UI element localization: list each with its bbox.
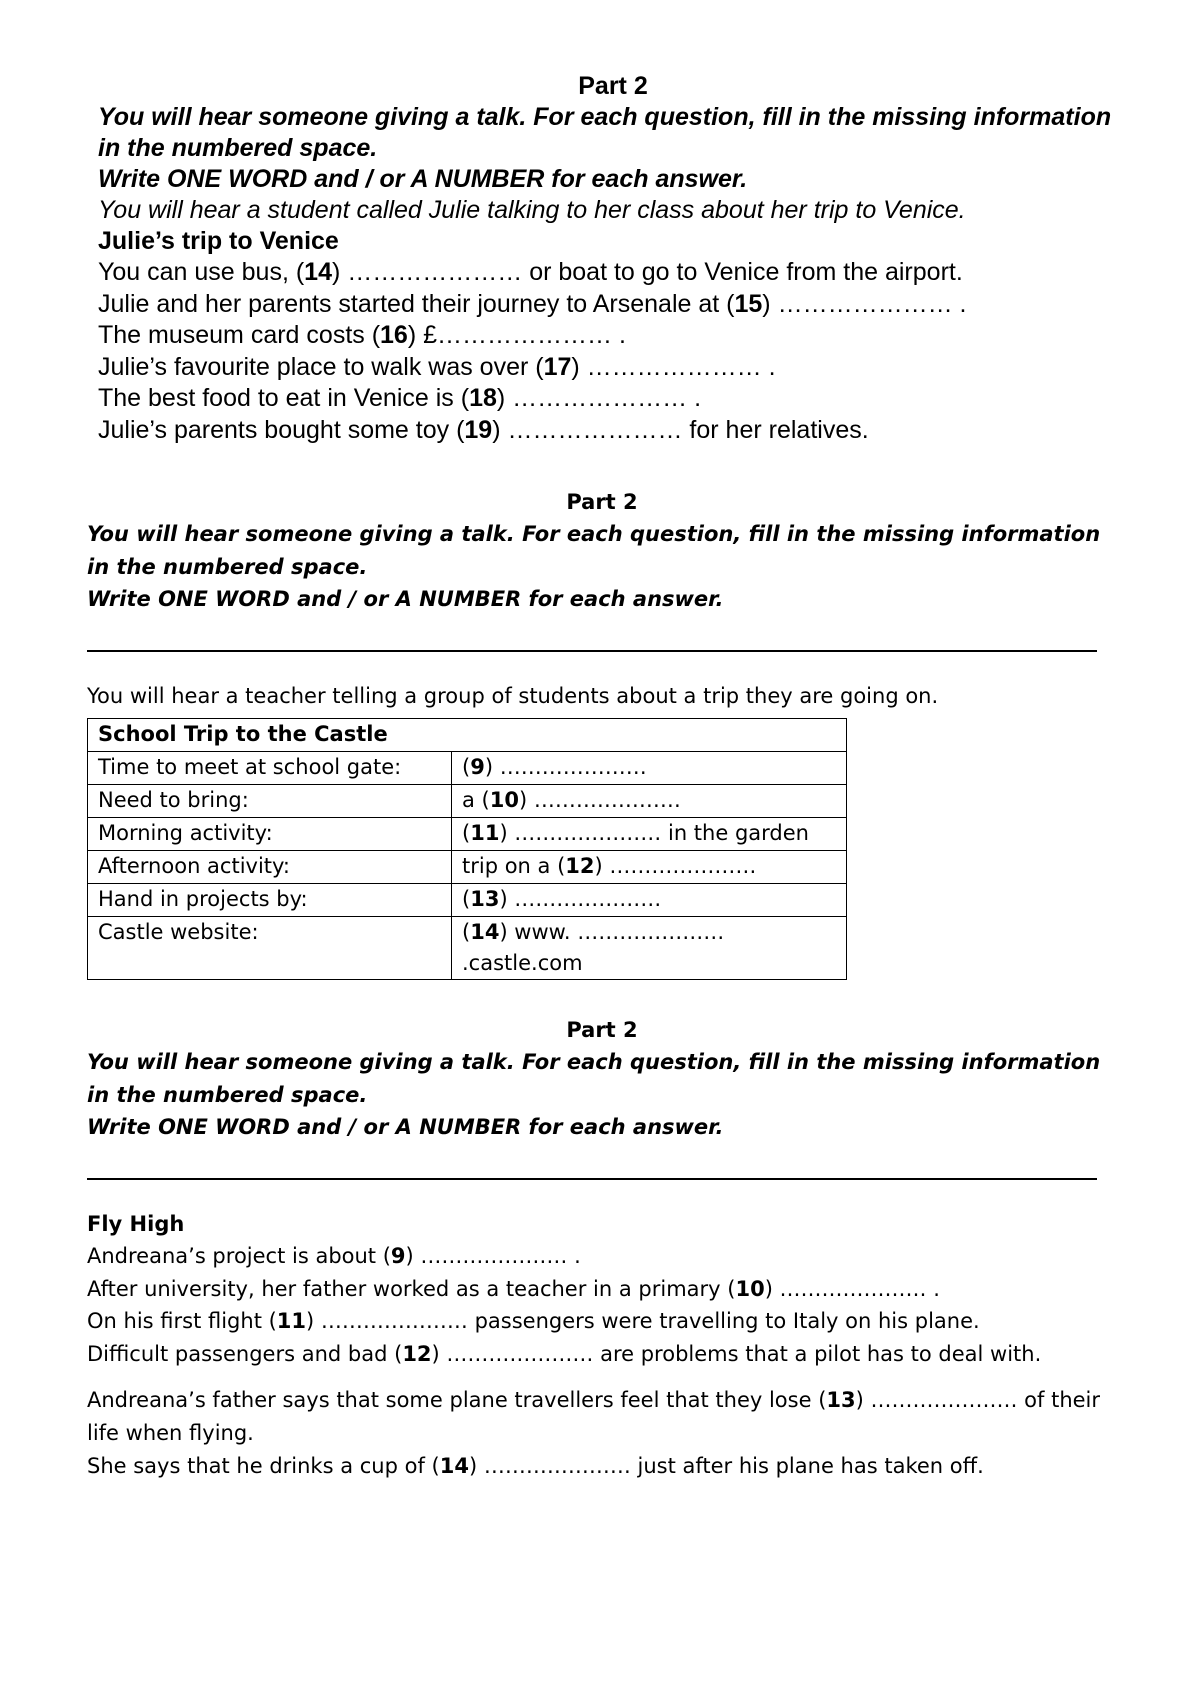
row-label: Afternoon activity: — [88, 851, 452, 884]
part-title: Part 2 — [566, 490, 638, 514]
instruction-rule: Write ONE WORD and / or A NUMBER for each answer. — [87, 587, 724, 611]
row-label: Morning activity: — [88, 818, 452, 851]
school-trip-table — [87, 718, 847, 980]
row-answer: trip on a (12) ………………… — [452, 851, 847, 884]
section-fly-high — [87, 1014, 1117, 1483]
question-number: 14 — [439, 1454, 469, 1478]
question-line: Julie’s parents bought some toy (19) ………………… for her relatives. — [98, 415, 869, 444]
question-number: 16 — [380, 321, 408, 350]
question-line: Difficult passengers and bad (12) ………………… are problems that a pilot has to deal with. — [87, 1341, 1042, 1366]
question-number: 11 — [276, 1309, 307, 1333]
row-answer: (9) ………………… — [452, 752, 847, 785]
intro-text: You will hear a teacher telling a group of students about a trip they are going on. — [87, 683, 939, 708]
question-number: 9 — [390, 1244, 406, 1268]
question-number: 12 — [402, 1341, 432, 1366]
row-label: Need to bring: — [88, 785, 452, 818]
intro-text: You will hear a student called Julie talking to her class about her trip to Venice. — [98, 196, 966, 224]
question-line: On his first flight (11) ………………… passengers were travelling to Italy on his plane. — [87, 1309, 980, 1333]
row-answer: a (10) ………………… — [452, 785, 847, 818]
instruction-text: You will hear someone giving a talk. For each question, fill in the missing information in the numbered space. — [87, 1050, 1101, 1107]
question-line: The best food to eat in Venice is (18) ………………… . — [98, 384, 702, 413]
instruction-text: You will hear someone giving a talk. For each question, fill in the missing information in the numbered space. — [87, 522, 1101, 579]
row-answer: (13) ………………… — [452, 884, 847, 917]
table-row — [88, 884, 847, 917]
question-line: She says that he drinks a cup of (14) ………………… just after his plane has taken off. — [87, 1454, 984, 1478]
question-number: 19 — [464, 415, 493, 444]
table-row — [88, 785, 847, 818]
section-heading: Fly High — [87, 1211, 185, 1236]
row-label: Castle website: — [88, 917, 452, 980]
row-label: Time to meet at school gate: — [88, 752, 452, 785]
instruction-rule: Write ONE WORD and / or A NUMBER for each answer. — [87, 1115, 724, 1139]
row-label: Hand in projects by: — [88, 884, 452, 917]
question-number: 18 — [469, 384, 497, 413]
section-castle — [87, 486, 1117, 980]
table-row — [88, 917, 847, 980]
part-title: Part 2 — [578, 72, 648, 100]
question-line: Andreana’s project is about (9) ………………… . — [87, 1244, 581, 1268]
divider-line — [87, 1178, 1097, 1180]
instruction-rule: Write ONE WORD and / or A NUMBER for each answer. — [98, 165, 748, 193]
row-answer: (14) www. ………………… .castle.com — [452, 917, 847, 980]
question-paragraph: Andreana’s father says that some plane travellers feel that they lose (13) ………………… of their life when flying. — [87, 1388, 1101, 1445]
table-row — [88, 851, 847, 884]
section-heading: Julie’s trip to Venice — [98, 227, 339, 255]
table-title: School Trip to the Castle — [88, 719, 847, 752]
section-venice — [98, 70, 1128, 447]
table-row — [88, 752, 847, 785]
question-line: The museum card costs (16) £………………… . — [98, 321, 626, 350]
row-answer: (11) ………………… in the garden — [452, 818, 847, 851]
question-number: 14 — [304, 258, 332, 286]
question-number: 17 — [543, 352, 572, 381]
question-line: Julie and her parents started their journey to Arsenale at (15) ………………… . — [98, 289, 967, 318]
part-title: Part 2 — [566, 1018, 638, 1042]
question-line: You can use bus, (14) ………………… or boat to go to Venice from the airport. — [98, 258, 963, 286]
table-header-row — [88, 719, 847, 752]
question-number: 10 — [735, 1276, 765, 1301]
table-row — [88, 818, 847, 851]
question-line: Julie’s favourite place to walk was over (17) ………………… . — [98, 352, 776, 381]
question-line: After university, her father worked as a teacher in a primary (10) ………………… . — [87, 1276, 940, 1301]
divider-line — [87, 650, 1097, 652]
question-number: 13 — [826, 1388, 856, 1412]
question-number: 15 — [734, 289, 763, 318]
instruction-text: You will hear someone giving a talk. For each question, fill in the missing information in the numbered space. — [98, 103, 1112, 162]
